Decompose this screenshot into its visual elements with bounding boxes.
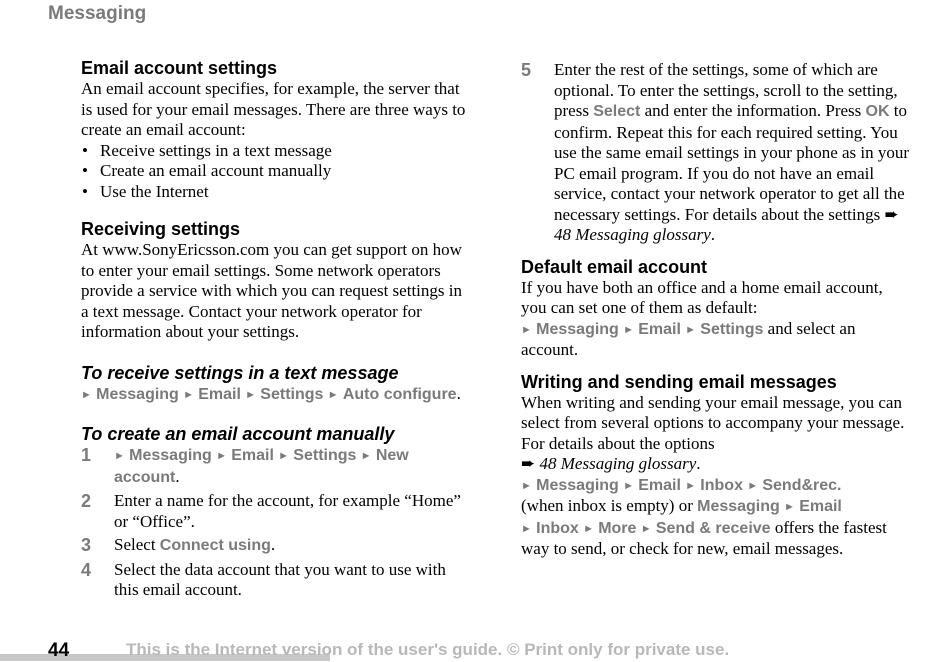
paragraph-text: When writing and sending your email message, you can select from several options to accompany your message. For details about the options [521, 392, 905, 453]
page-footer [0, 636, 950, 661]
menu-item: Auto configure [342, 385, 457, 403]
step-text: and enter the information. Press [640, 101, 866, 120]
menu-arrow-icon: ► [521, 323, 532, 336]
menu-arrow-icon: ► [183, 388, 194, 401]
menu-item: OK [865, 103, 890, 120]
menu-item: Send&rec. [762, 476, 842, 494]
paragraph-default-account: If you have both an office and a home email account, you can set one of them as default: [521, 277, 883, 317]
paragraph-email-account: An email account specifies, for example, the server that is used for your email messages. There are three ways to create an email account: [81, 79, 466, 139]
section-title-default-email-account: Default email account [521, 256, 708, 277]
menu-item: Settings [700, 320, 764, 338]
step-number: 5 [521, 60, 532, 80]
menu-item: Messaging [536, 320, 619, 338]
menu-arrow-icon: ► [327, 388, 339, 401]
menu-path-email-settings [521, 319, 911, 361]
menu-item: Inbox [700, 476, 743, 494]
menu-arrow-icon: ► [623, 323, 634, 336]
section-title-writing-sending: Writing and sending email messages [521, 371, 837, 392]
section-title-receiving-settings: Receiving settings [81, 219, 241, 239]
step-text: Enter a name for the account, for example “Home” or “Office”. [114, 491, 461, 531]
menu-item: Email [638, 320, 681, 338]
menu-item: Email [799, 498, 842, 515]
menu-item: More [598, 519, 637, 537]
paragraph-text: and select an account. [521, 318, 856, 359]
step-text: Select [114, 535, 160, 554]
running-header: Messaging [48, 3, 147, 24]
cross-reference: 48 Messaging glossary [539, 454, 697, 473]
menu-arrow-icon: ► [784, 501, 795, 513]
menu-item: Settings [260, 385, 324, 403]
menu-arrow-icon: ► [245, 388, 257, 401]
menu-arrow-icon: ► [81, 388, 92, 401]
menu-item: Settings [293, 447, 357, 464]
menu-item: Messaging [96, 385, 179, 403]
menu-item: Messaging [536, 476, 619, 494]
menu-item: Send & receive [655, 519, 771, 537]
bullet-list [81, 141, 471, 203]
menu-item: Inbox [536, 519, 579, 537]
step-number: 3 [81, 535, 92, 555]
step-number: 1 [81, 445, 92, 465]
procedure-title-create-manually: To create an email account manually [81, 424, 395, 444]
step-item [521, 60, 911, 246]
steps-list [521, 60, 911, 246]
menu-item: Email [231, 447, 274, 464]
menu-arrow-icon: ► [360, 450, 372, 462]
menu-arrow-icon: ► [685, 323, 697, 336]
step-text: to confirm. Repeat this for each required setting. You use the same email settings in your phone as in your PC email program. If you do not have an email service, contact your network operator to get all the necessary settings. For details about the settings [554, 101, 910, 224]
menu-item: Connect using [159, 537, 271, 554]
step-item [81, 560, 471, 601]
step-number: 2 [81, 491, 92, 511]
menu-item: New account [114, 447, 409, 486]
step-text: Select the data account that you want to use with this email account. [114, 559, 446, 599]
step-item [81, 535, 471, 557]
menu-item: Messaging [129, 447, 212, 464]
menu-arrow-icon: ► [747, 479, 759, 492]
menu-arrow-icon: ► [640, 522, 652, 535]
menu-item: Email [198, 385, 241, 403]
menu-item: Messaging [697, 498, 780, 515]
menu-item: Email [638, 476, 681, 494]
bullet-item: • Create an email account manually [81, 161, 471, 182]
bullet-item: • Receive settings in a text message [81, 141, 471, 162]
step-text: . [270, 535, 276, 554]
section-title-email-account-settings: Email account settings [81, 58, 278, 78]
menu-item: Select [593, 103, 641, 120]
paragraph-writing-sending [521, 393, 911, 560]
footer-notice: This is the Internet version of the user's guide. © Print only for private use. [126, 640, 730, 659]
procedure-title-receive-settings: To receive settings in a text message [81, 362, 399, 383]
bullet-item: • Use the Internet [81, 182, 471, 203]
left-column [81, 58, 471, 604]
page-number: 44 [48, 640, 70, 661]
step-number: 4 [81, 559, 92, 580]
menu-arrow-icon: ► [583, 522, 594, 535]
reference-arrow-icon: ➨ [884, 204, 899, 224]
paragraph-receiving-settings: At www.SonyEricsson.com you can get support on how to enter your email settings. Some network operators provide a service with which you can request settings in a text message. Contact your network operator for information about your settings. [81, 240, 462, 341]
paragraph-text: . [696, 454, 701, 473]
right-column [521, 58, 911, 560]
cross-reference: 48 Messaging glossary [554, 225, 711, 244]
step-item: 1 ► Messaging ► Email ► Settings ► New account. [81, 445, 409, 486]
paragraph-text: (when inbox is empty) or [521, 496, 698, 515]
steps-list [81, 445, 471, 601]
step-text: Enter the rest of the settings, some of which are optional. To enter the settings, scroll to the setting, press [554, 60, 898, 120]
menu-arrow-icon: ► [521, 522, 532, 535]
reference-arrow-icon: ➨ [521, 454, 536, 473]
step-item [81, 491, 471, 532]
menu-arrow-icon: ► [278, 450, 290, 462]
menu-arrow-icon: ► [114, 450, 125, 462]
menu-arrow-icon: ► [216, 450, 227, 462]
paragraph-text: offers the fastest way to send, or check for new, email messages. [521, 517, 887, 558]
menu-path-auto-configure: ► Messaging ► Email ► Settings ► Auto configure. [81, 383, 461, 403]
step-text: . [710, 225, 716, 244]
menu-arrow-icon: ► [521, 479, 532, 492]
menu-arrow-icon: ► [685, 479, 697, 492]
menu-arrow-icon: ► [623, 479, 634, 492]
